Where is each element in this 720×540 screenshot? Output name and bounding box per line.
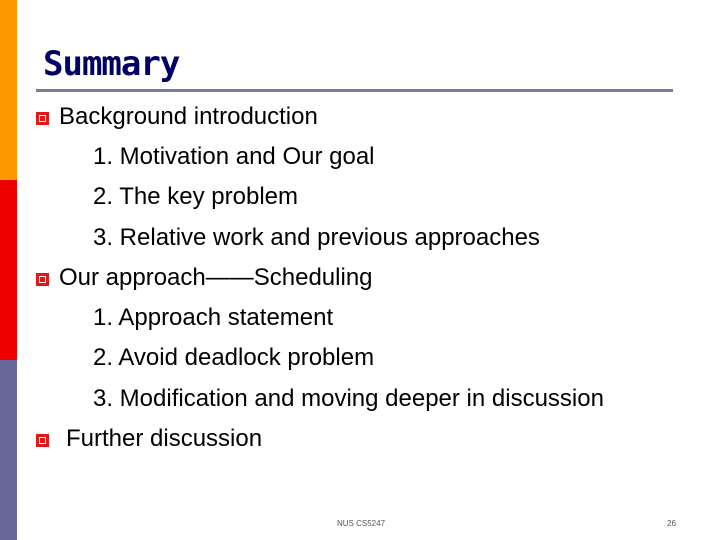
- list-item: 2. Avoid deadlock problem: [93, 344, 375, 371]
- bullet-icon: [36, 273, 49, 286]
- list-item: Background introduction: [59, 103, 318, 130]
- slide-title: Summary: [43, 44, 180, 84]
- bullet-icon: [36, 112, 49, 125]
- list-item: Our approach——Scheduling: [59, 264, 373, 291]
- side-bar-orange: [0, 0, 17, 180]
- bullet-icon: [36, 434, 49, 447]
- title-underline: [36, 89, 673, 92]
- list-item: 1. Motivation and Our goal: [93, 143, 375, 170]
- footer-page-number: 26: [667, 519, 676, 528]
- side-bar-red: [0, 180, 17, 360]
- list-item: 1. Approach statement: [93, 304, 334, 331]
- list-item: Further discussion: [66, 425, 263, 452]
- list-item: 2. The key problem: [93, 183, 298, 210]
- list-item: 3. Modification and moving deeper in discussion: [93, 385, 604, 412]
- footer-course: NUS CS5247: [337, 519, 386, 528]
- list-item: 3. Relative work and previous approaches: [93, 224, 540, 251]
- side-bar-purple: [0, 360, 17, 540]
